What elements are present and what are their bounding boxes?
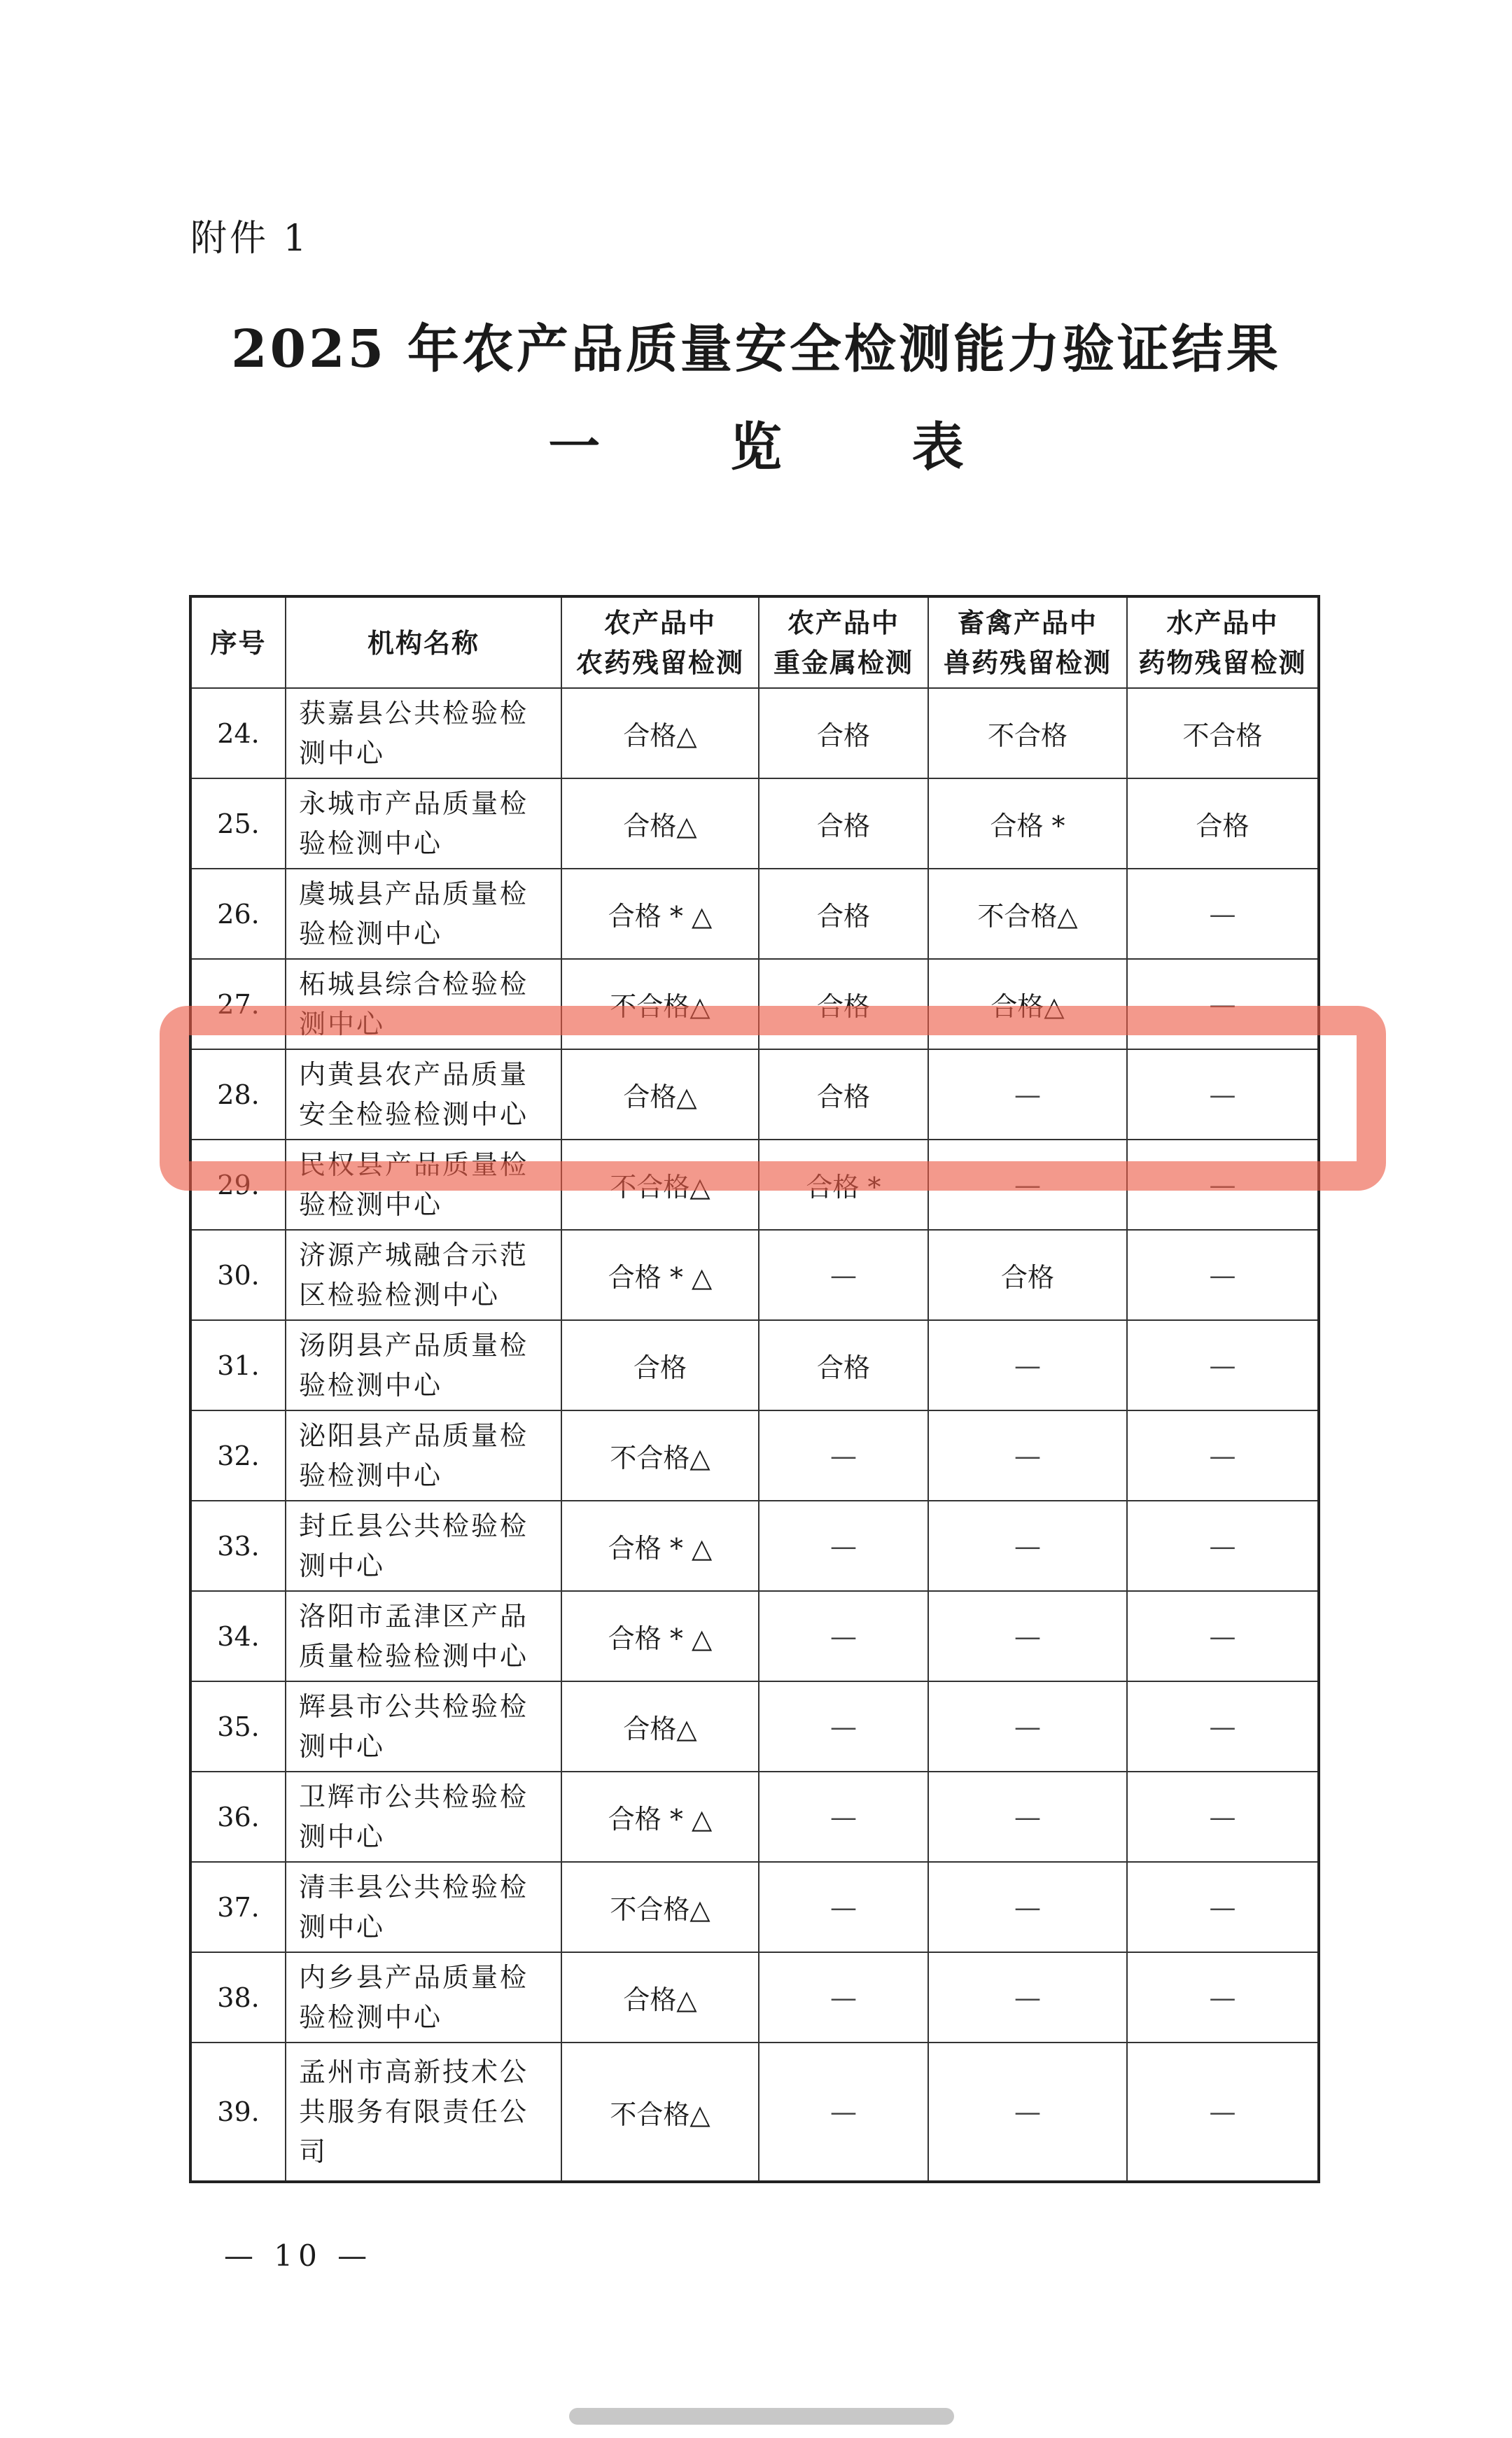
row-seq: 24.: [190, 688, 286, 778]
row-heavy-metal-result: 合格: [759, 959, 928, 1049]
row-seq: 38.: [190, 1952, 286, 2043]
row-aquatic-result: —: [1127, 1410, 1319, 1501]
row-seq: 25.: [190, 778, 286, 869]
row-pesticide-result: 不合格△: [561, 959, 759, 1049]
row-aquatic-result: 合格: [1127, 778, 1319, 869]
row-seq: 33.: [190, 1501, 286, 1591]
row-seq: 28.: [190, 1049, 286, 1140]
row-pesticide-result: 合格△: [561, 778, 759, 869]
row-seq: 26.: [190, 869, 286, 959]
row-org-name: 卫辉市公共检验检测中心: [286, 1772, 561, 1862]
row-seq: 37.: [190, 1862, 286, 1952]
table-row: [190, 869, 1319, 959]
document-title: 2025 年农产品质量安全检测能力验证结果: [231, 319, 1281, 379]
row-heavy-metal-result: —: [759, 1681, 928, 1772]
row-org-name: 汤阴县产品质量检验检测中心: [286, 1320, 561, 1410]
row-heavy-metal-result: 合格: [759, 688, 928, 778]
row-aquatic-result: 不合格: [1127, 688, 1319, 778]
row-veterinary-result: —: [928, 1501, 1127, 1591]
row-org-name: 柘城县综合检验检测中心: [286, 959, 561, 1049]
row-heavy-metal-result: 合格: [759, 869, 928, 959]
row-pesticide-result: 合格 * △: [561, 869, 759, 959]
table-row: [190, 688, 1319, 778]
row-heavy-metal-result: —: [759, 1952, 928, 2043]
table-row: [190, 1410, 1319, 1501]
row-heavy-metal-result: —: [759, 2043, 928, 2182]
table-row: [190, 959, 1319, 1049]
row-veterinary-result: 合格: [928, 1230, 1127, 1320]
row-aquatic-result: —: [1127, 1591, 1319, 1681]
table-row: [190, 1501, 1319, 1591]
header-org-name: 机构名称: [286, 596, 561, 688]
document-subtitle: 一 览 表: [548, 417, 1020, 477]
row-aquatic-result: —: [1127, 1772, 1319, 1862]
row-pesticide-result: 合格 * △: [561, 1772, 759, 1862]
row-veterinary-result: 合格 *: [928, 778, 1127, 869]
table-row: [190, 1681, 1319, 1772]
row-veterinary-result: —: [928, 1681, 1127, 1772]
home-indicator[interactable]: [569, 2408, 954, 2425]
row-aquatic-result: —: [1127, 1049, 1319, 1140]
row-veterinary-result: —: [928, 1049, 1127, 1140]
row-seq: 32.: [190, 1410, 286, 1501]
row-seq: 39.: [190, 2043, 286, 2182]
row-pesticide-result: 不合格△: [561, 1862, 759, 1952]
row-veterinary-result: —: [928, 1772, 1127, 1862]
row-org-name: 辉县市公共检验检测中心: [286, 1681, 561, 1772]
row-org-name: 泌阳县产品质量检验检测中心: [286, 1410, 561, 1501]
row-veterinary-result: —: [928, 2043, 1127, 2182]
row-aquatic-result: —: [1127, 1952, 1319, 2043]
row-org-name: 获嘉县公共检验检测中心: [286, 688, 561, 778]
row-pesticide-result: 不合格△: [561, 2043, 759, 2182]
row-heavy-metal-result: 合格: [759, 1049, 928, 1140]
row-org-name: 济源产城融合示范区检验检测中心: [286, 1230, 561, 1320]
table-row: [190, 778, 1319, 869]
row-veterinary-result: —: [928, 1320, 1127, 1410]
page-number: — 10 —: [224, 2239, 373, 2273]
row-org-name: 内黄县农产品质量安全检验检测中心: [286, 1049, 561, 1140]
row-heavy-metal-result: —: [759, 1862, 928, 1952]
row-heavy-metal-result: —: [759, 1591, 928, 1681]
row-veterinary-result: 合格△: [928, 959, 1127, 1049]
row-heavy-metal-result: 合格 *: [759, 1140, 928, 1230]
row-pesticide-result: 合格 * △: [561, 1501, 759, 1591]
row-pesticide-result: 合格 * △: [561, 1591, 759, 1681]
row-pesticide-result: 不合格△: [561, 1140, 759, 1230]
row-pesticide-result: 合格△: [561, 1952, 759, 2043]
row-org-name: 封丘县公共检验检测中心: [286, 1501, 561, 1591]
row-pesticide-result: 合格△: [561, 1049, 759, 1140]
row-veterinary-result: —: [928, 1410, 1127, 1501]
table-row: [190, 1049, 1319, 1140]
row-aquatic-result: —: [1127, 1230, 1319, 1320]
row-seq: 30.: [190, 1230, 286, 1320]
row-org-name: 洛阳市孟津区产品质量检验检测中心: [286, 1591, 561, 1681]
row-veterinary-result: 不合格: [928, 688, 1127, 778]
row-heavy-metal-result: —: [759, 1772, 928, 1862]
header-seq: 序号: [190, 596, 286, 688]
table-header-row: [190, 596, 1319, 688]
row-veterinary-result: —: [928, 1952, 1127, 2043]
row-heavy-metal-result: 合格: [759, 1320, 928, 1410]
row-aquatic-result: —: [1127, 959, 1319, 1049]
table-row: [190, 1952, 1319, 2043]
table-row: [190, 1591, 1319, 1681]
row-heavy-metal-result: —: [759, 1410, 928, 1501]
table-row: [190, 1772, 1319, 1862]
row-aquatic-result: —: [1127, 1140, 1319, 1230]
row-veterinary-result: —: [928, 1591, 1127, 1681]
results-table: [189, 595, 1320, 2183]
row-pesticide-result: 不合格△: [561, 1410, 759, 1501]
row-aquatic-result: —: [1127, 1501, 1319, 1591]
row-org-name: 清丰县公共检验检测中心: [286, 1862, 561, 1952]
table-row: [190, 1862, 1319, 1952]
row-pesticide-result: 合格△: [561, 1681, 759, 1772]
row-aquatic-result: —: [1127, 1862, 1319, 1952]
row-aquatic-result: —: [1127, 869, 1319, 959]
header-heavy-metal: 农产品中 重金属检测: [759, 596, 928, 688]
table-row: [190, 1140, 1319, 1230]
row-pesticide-result: 合格: [561, 1320, 759, 1410]
row-heavy-metal-result: —: [759, 1230, 928, 1320]
table-row: [190, 1230, 1319, 1320]
row-pesticide-result: 合格 * △: [561, 1230, 759, 1320]
row-heavy-metal-result: —: [759, 1501, 928, 1591]
row-org-name: 孟州市高新技术公共服务有限责任公司: [286, 2043, 561, 2182]
row-org-name: 内乡县产品质量检验检测中心: [286, 1952, 561, 2043]
table-row: [190, 2043, 1319, 2182]
row-org-name: 永城市产品质量检验检测中心: [286, 778, 561, 869]
attachment-label: 附件 1: [190, 218, 309, 260]
row-heavy-metal-result: 合格: [759, 778, 928, 869]
header-veterinary-drug: 畜禽产品中 兽药残留检测: [928, 596, 1127, 688]
row-org-name: 民权县产品质量检验检测中心: [286, 1140, 561, 1230]
row-veterinary-result: —: [928, 1862, 1127, 1952]
row-org-name: 虞城县产品质量检验检测中心: [286, 869, 561, 959]
row-seq: 27.: [190, 959, 286, 1049]
row-seq: 35.: [190, 1681, 286, 1772]
row-seq: 29.: [190, 1140, 286, 1230]
row-veterinary-result: —: [928, 1140, 1127, 1230]
row-aquatic-result: —: [1127, 1320, 1319, 1410]
row-veterinary-result: 不合格△: [928, 869, 1127, 959]
table-row: [190, 1320, 1319, 1410]
header-aquatic-drug: 水产品中 药物残留检测: [1127, 596, 1319, 688]
row-seq: 36.: [190, 1772, 286, 1862]
header-pesticide: 农产品中 农药残留检测: [561, 596, 759, 688]
row-seq: 31.: [190, 1320, 286, 1410]
row-pesticide-result: 合格△: [561, 688, 759, 778]
row-seq: 34.: [190, 1591, 286, 1681]
row-aquatic-result: —: [1127, 1681, 1319, 1772]
row-aquatic-result: —: [1127, 2043, 1319, 2182]
